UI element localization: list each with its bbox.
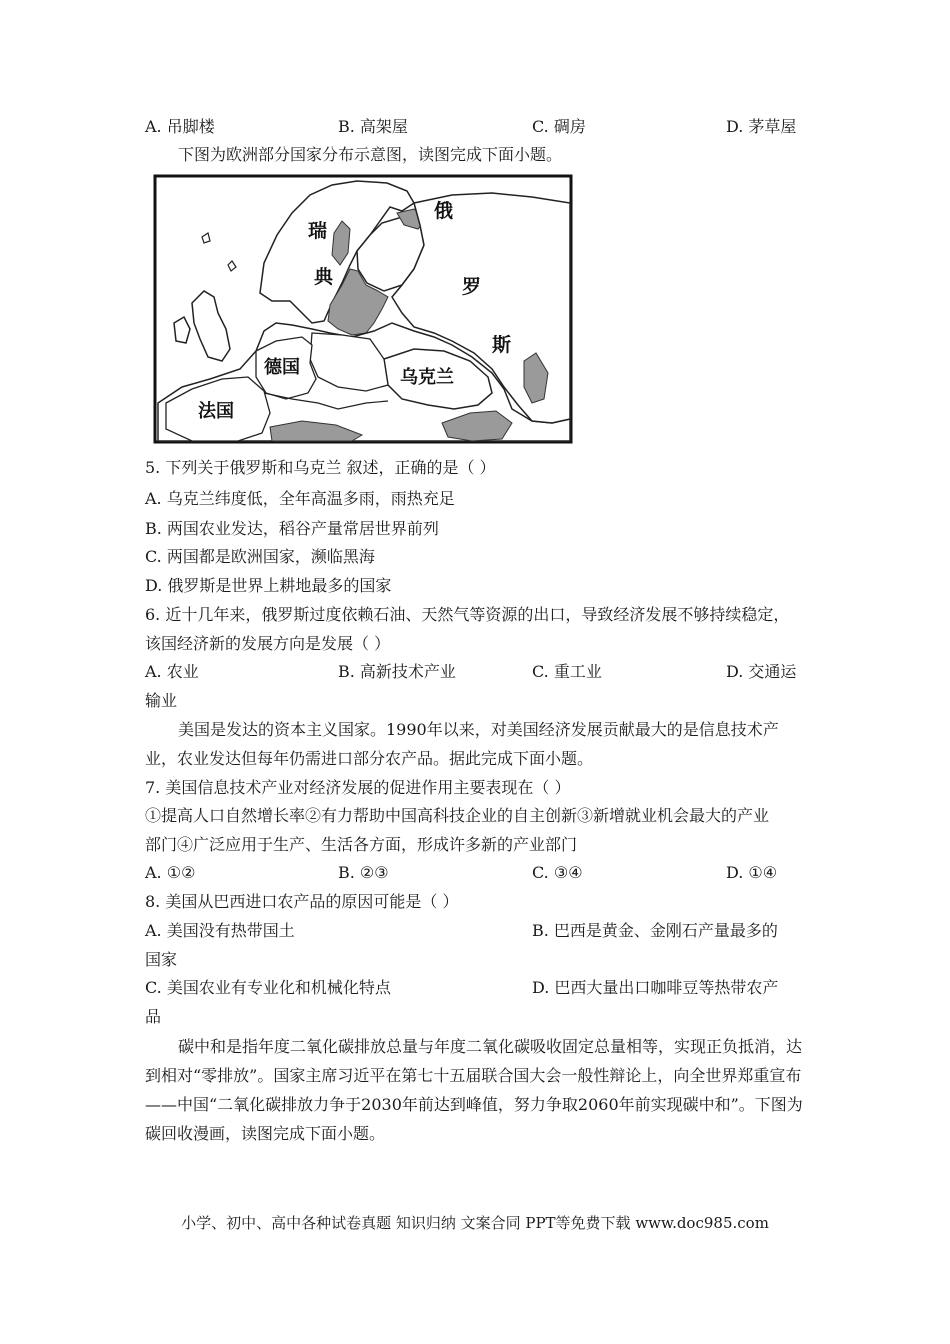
q8-option-d: D. 巴西大量出口咖啡豆等热带农产 xyxy=(532,978,779,997)
q4-option-c: C. 碉房 xyxy=(532,117,586,136)
q8-stem: 8. 美国从巴西进口农产品的原因可能是（ ） xyxy=(145,892,459,911)
q5-option-a: A. 乌克兰纬度低，全年高温多雨，雨热充足 xyxy=(145,489,455,508)
q7-option-b: B. ②③ xyxy=(338,863,389,882)
label-sweden-1: 瑞 xyxy=(308,220,328,242)
q6-option-b: B. 高新技术产业 xyxy=(338,662,456,681)
q6-option-c: C. 重工业 xyxy=(532,662,602,681)
carbon-intro: 碳中和是指年度二氧化碳排放总量与年度二氧化碳吸收固定总量相等，实现正负抵消，达到相对“零排放”。国家主席习近平在第七十五届联合国大会一般性辩论上，向全世界郑重宣布——中国“二氧化碳排放力争于2030年前达到峰值，努力争取2060年前实现碳中和”。下图为碳回收漫画，读图完成下面小题。 xyxy=(145,1037,803,1143)
q5-option-b: B. 两国农业发达，稻谷产量常居世界前列 xyxy=(145,519,439,538)
q7-option-d: D. ①④ xyxy=(726,863,778,882)
q7-items-line-2: 部门④广泛应用于生产、生活各方面，形成许多新的产业部门 xyxy=(145,835,578,854)
page-footer: 小学、初中、高中各种试卷真题 知识归纳 文案合同 PPT等免费下载 www.doc985.com xyxy=(181,1214,769,1232)
q7-stem: 7. 美国信息技术产业对经济发展的促进作用主要表现在（ ） xyxy=(145,778,571,797)
q6-option-a: A. 农业 xyxy=(145,662,199,681)
q6-stem-line-1: 6. 近十几年来，俄罗斯过度依赖石油、天然气等资源的出口，导致经济发展不够持续稳定， xyxy=(145,605,790,624)
label-ukraine: 乌克兰 xyxy=(400,367,454,388)
label-germany: 德国 xyxy=(264,357,300,378)
q6-option-d: D. 交通运 xyxy=(726,662,797,681)
label-sweden-2: 典 xyxy=(314,266,334,288)
usa-intro: 美国是发达的资本主义国家。1990年以来，对美国经济发展贡献最大的是信息技术产业，农业发达但每年仍需进口部分农产品。据此完成下面小题。 xyxy=(145,720,779,768)
label-russia-1: 俄 xyxy=(434,200,454,222)
q5-stem: 5. 下列关于俄罗斯和乌克兰 叙述，正确的是（ ） xyxy=(145,458,496,477)
q4-option-d: D. 茅草屋 xyxy=(726,117,797,136)
q4-option-b: B. 高架屋 xyxy=(338,117,408,136)
q7-items-line-1: ①提高人口自然增长率②有力帮助中国高科技企业的自主创新③新增就业机会最大的产业 xyxy=(145,806,770,825)
label-france: 法国 xyxy=(198,401,234,422)
q5-option-c: C. 两国都是欧洲国家，濒临黑海 xyxy=(145,547,375,566)
q8-option-b: B. 巴西是黄金、金刚石产量最多的 xyxy=(532,921,778,940)
europe-map xyxy=(152,173,576,445)
q5-option-d: D. 俄罗斯是世界上耕地最多的国家 xyxy=(145,576,392,595)
q8-option-c: C. 美国农业有专业化和机械化特点 xyxy=(145,978,391,997)
q7-option-a: A. ①② xyxy=(145,863,196,882)
q8-option-d-wrap: 品 xyxy=(145,1007,162,1026)
label-russia-3: 斯 xyxy=(492,334,512,356)
label-russia-2: 罗 xyxy=(462,276,482,298)
q7-option-c: C. ③④ xyxy=(532,863,583,882)
q6-option-d-wrap: 输业 xyxy=(145,691,178,710)
q8-option-b-wrap: 国家 xyxy=(145,950,178,969)
q4-option-a: A. 吊脚楼 xyxy=(145,117,215,136)
q6-stem-line-2: 该国经济新的发展方向是发展（ ） xyxy=(145,634,391,653)
q8-option-a: A. 美国没有热带国土 xyxy=(145,921,295,940)
europe-intro: 下图为欧洲部分国家分布示意图，读图完成下面小题。 xyxy=(178,145,563,164)
